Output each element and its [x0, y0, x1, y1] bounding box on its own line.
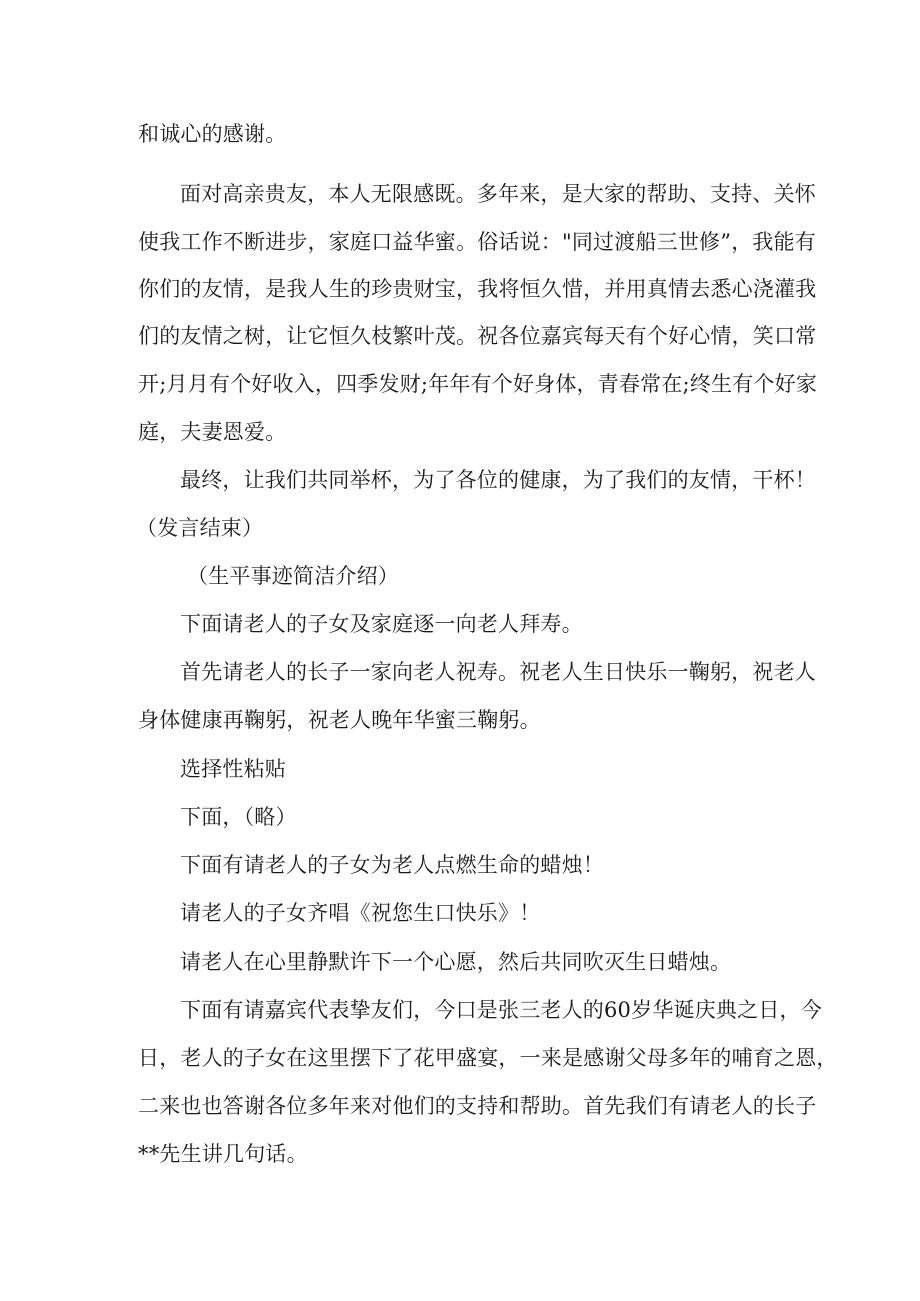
paragraph-line: 们的友情之树，让它恒久枝繁叶茂。祝各位嘉宾每天有个好心情，笑口常 — [138, 324, 817, 348]
paragraph-line: 面对高亲贵友，本人无限感既。多年来，是大家的帮助、支持、关怀 — [180, 182, 816, 206]
paragraph-line: 和诚心的感谢。 — [138, 122, 287, 146]
paragraph-line: **先生讲几句话。 — [138, 1142, 308, 1166]
paragraph-line: 开;月月有个好收入，四季发财;年年有个好身体，青春常在;终生有个好家 — [138, 372, 818, 396]
paragraph-line: 下面有请嘉宾代表挚友们，今口是张三老人的60岁华诞庆典之日，今 — [180, 998, 822, 1022]
paragraph-line: 请老人的子女齐唱《祝您生口快乐》！ — [180, 901, 541, 925]
paragraph-line: 下面请老人的子女及家庭逐一向老人拜寿。 — [180, 612, 583, 636]
paragraph-line: 你们的友情，是我人生的珍贵财宝，我将恒久惜，并用真情去悉心浇灌我 — [138, 277, 817, 301]
paragraph-line: 日，老人的子女在这里摆下了花甲盛宴，一来是感谢父母多年的哺育之恩， — [138, 1046, 838, 1070]
paragraph-line: 身体健康再鞠躬，祝老人晚年华蜜三鞠躬。 — [138, 708, 541, 732]
paragraph-line: （发言结束） — [136, 516, 264, 540]
paragraph-line: 下面有请老人的子女为老人点燃生命的蜡烛！ — [180, 853, 604, 877]
paragraph-line: 二来也也答谢各位多年来对他们的支持和帮助。首先我们有请老人的长子 — [138, 1094, 817, 1118]
paragraph-line: 庭，夫妻恩爱。 — [138, 420, 287, 444]
paragraph-line: 请老人在心里静默许下一个心愿，然后共同吹灭生日蜡烛。 — [180, 950, 732, 974]
paragraph-line: （生平事迹简洁介绍） — [187, 564, 399, 588]
paragraph-line: 最终，让我们共同举杯，为了各位的健康，为了我们的友情，干杯！ — [180, 468, 816, 492]
paragraph-line: 使我工作不断进步，家庭口益华蜜。俗话说："同过渡船三世修”，我能有 — [138, 230, 816, 254]
paragraph-line: 选择性粘贴 — [180, 757, 286, 781]
paragraph-line: 下面，（略） — [180, 805, 297, 829]
paragraph-line: 首先请老人的长子一家向老人祝寿。祝老人生日快乐一鞠躬，祝老人 — [180, 660, 816, 684]
